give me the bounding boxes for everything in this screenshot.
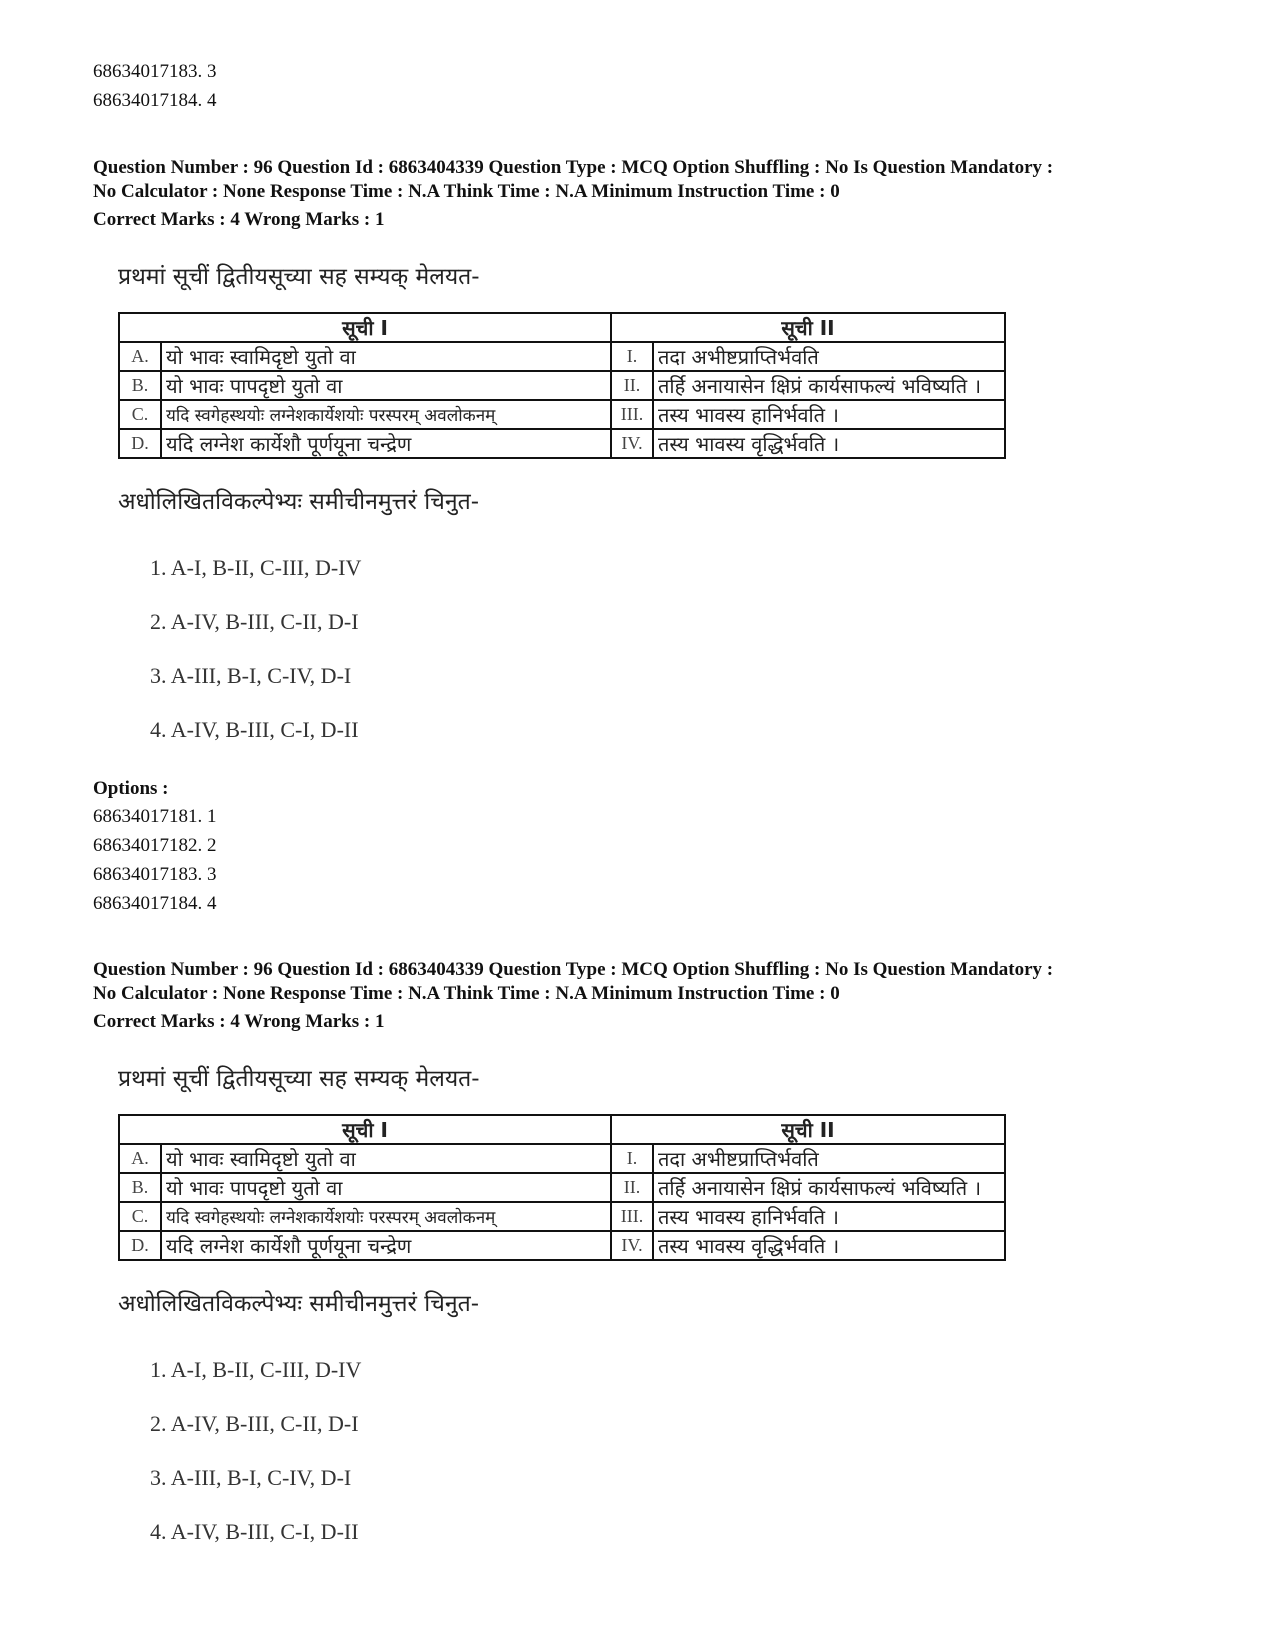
answer-choice: 3. A-III, B-I, C-IV, D-I	[150, 663, 352, 688]
question-meta	[93, 156, 1213, 204]
row-label: III.	[611, 1202, 653, 1231]
table-row	[119, 1231, 1005, 1260]
table-header-row	[119, 1115, 1005, 1144]
list1-item: यो भावः स्वामिदृष्टो युतो वा	[161, 342, 611, 371]
row-label: B.	[119, 1173, 161, 1202]
answer-choice: 4. A-IV, B-III, C-I, D-II	[150, 717, 359, 742]
row-label: C.	[119, 1202, 161, 1231]
answer-choice: 1. A-I, B-II, C-III, D-IV	[150, 1357, 362, 1382]
question-body	[118, 262, 1018, 517]
list2-item: तर्हि अनायासेन क्षिप्रं कार्यसाफल्यं भविष्यति ।	[653, 371, 1005, 400]
answer-choice: 1. A-I, B-II, C-III, D-IV	[150, 555, 362, 580]
table-row	[119, 371, 1005, 400]
question-prompt: अधोलिखितविकल्पेभ्यः समीचीनमुत्तरं चिनुत-	[118, 1291, 479, 1317]
list1-item: यदि लग्नेश कार्येशौ पूर्णयूना चन्द्रेण	[161, 1231, 611, 1260]
row-label: C.	[119, 400, 161, 429]
list1-item: यो भावः पापदृष्टो युतो वा	[161, 371, 611, 400]
question-prompt: अधोलिखितविकल्पेभ्यः समीचीनमुत्तरं चिनुत-	[118, 489, 479, 515]
table-row	[119, 400, 1005, 429]
option-line: 68634017183. 3	[93, 61, 217, 82]
table-row	[119, 1144, 1005, 1173]
question-body	[118, 1064, 1018, 1319]
options-label: Options :	[93, 778, 169, 799]
answer-choice: 4. A-IV, B-III, C-I, D-II	[150, 1519, 359, 1544]
list2-header: सूची II	[611, 1115, 1005, 1144]
list1-header: सूची I	[119, 313, 611, 342]
row-label: D.	[119, 429, 161, 458]
list2-header: सूची II	[611, 313, 1005, 342]
answer-choice: 3. A-III, B-I, C-IV, D-I	[150, 1465, 352, 1490]
list1-header: सूची I	[119, 1115, 611, 1144]
row-label: IV.	[611, 429, 653, 458]
list1-item: यो भावः पापदृष्टो युतो वा	[161, 1173, 611, 1202]
table-header-row	[119, 313, 1005, 342]
row-label: IV.	[611, 1231, 653, 1260]
list2-item: तदा अभीष्टप्राप्तिर्भवति	[653, 1144, 1005, 1173]
answer-choice: 2. A-IV, B-III, C-II, D-I	[150, 609, 359, 634]
row-label: III.	[611, 400, 653, 429]
table-row	[119, 342, 1005, 371]
question-instruction: प्रथमां सूचीं द्वितीयसूच्या सह सम्यक् मेलयत-	[118, 1066, 480, 1092]
answer-choice: 2. A-IV, B-III, C-II, D-I	[150, 1411, 359, 1436]
list2-item: तस्य भावस्य वृद्धिर्भवति ।	[653, 429, 1005, 458]
marks-line: Correct Marks : 4 Wrong Marks : 1	[93, 1011, 385, 1032]
table-row	[119, 429, 1005, 458]
question-meta-line2: No Calculator : None Response Time : N.A Think Time : N.A Minimum Instruction Time : 0	[93, 983, 840, 1004]
option-line: 68634017181. 1	[93, 806, 217, 827]
row-label: B.	[119, 371, 161, 400]
row-label: I.	[611, 342, 653, 371]
list2-item: तर्हि अनायासेन क्षिप्रं कार्यसाफल्यं भविष्यति ।	[653, 1173, 1005, 1202]
match-table	[118, 312, 1006, 459]
list2-item: तस्य भावस्य हानिर्भवति ।	[653, 1202, 1005, 1231]
list2-item: तस्य भावस्य वृद्धिर्भवति ।	[653, 1231, 1005, 1260]
table-row	[119, 1173, 1005, 1202]
question-meta	[93, 958, 1213, 1006]
row-label: A.	[119, 1144, 161, 1173]
row-label: I.	[611, 1144, 653, 1173]
list1-item: यदि लग्नेश कार्येशौ पूर्णयूना चन्द्रेण	[161, 429, 611, 458]
option-line: 68634017184. 4	[93, 893, 217, 914]
marks-line: Correct Marks : 4 Wrong Marks : 1	[93, 209, 385, 230]
list2-item: तस्य भावस्य हानिर्भवति ।	[653, 400, 1005, 429]
list1-item: यदि स्वगेहस्थयोः लग्नेशकार्येशयोः परस्परम् अवलोकनम्	[161, 1202, 611, 1231]
question-meta-line2: No Calculator : None Response Time : N.A Think Time : N.A Minimum Instruction Time : 0	[93, 181, 840, 202]
option-line: 68634017183. 3	[93, 864, 217, 885]
row-label: A.	[119, 342, 161, 371]
option-line: 68634017182. 2	[93, 835, 217, 856]
list1-item: यदि स्वगेहस्थयोः लग्नेशकार्येशयोः परस्परम् अवलोकनम्	[161, 400, 611, 429]
table-row	[119, 1202, 1005, 1231]
question-meta-line1: Question Number : 96 Question Id : 6863404339 Question Type : MCQ Option Shuffling : No Is Question Mandatory :	[93, 157, 1054, 178]
row-label: D.	[119, 1231, 161, 1260]
question-meta-line1: Question Number : 96 Question Id : 6863404339 Question Type : MCQ Option Shuffling : No Is Question Mandatory :	[93, 959, 1054, 980]
list2-item: तदा अभीष्टप्राप्तिर्भवति	[653, 342, 1005, 371]
list1-item: यो भावः स्वामिदृष्टो युतो वा	[161, 1144, 611, 1173]
row-label: II.	[611, 1173, 653, 1202]
match-table	[118, 1114, 1006, 1261]
option-line: 68634017184. 4	[93, 90, 217, 111]
question-instruction: प्रथमां सूचीं द्वितीयसूच्या सह सम्यक् मेलयत-	[118, 264, 480, 290]
row-label: II.	[611, 371, 653, 400]
